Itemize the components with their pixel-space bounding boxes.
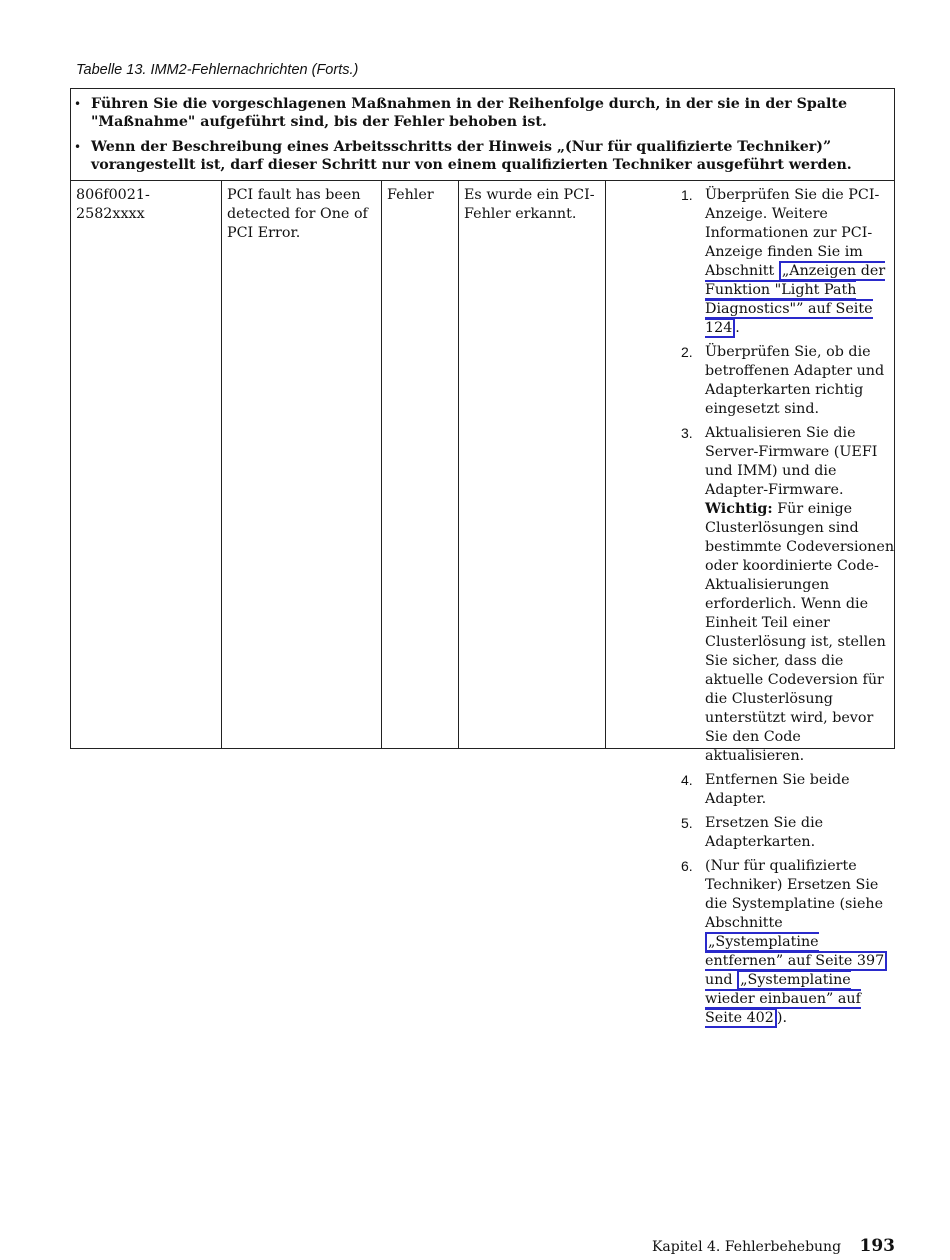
page-number: 193 [859, 1236, 895, 1256]
action-step [675, 814, 893, 852]
step-and: und [705, 972, 733, 988]
action-steps [675, 186, 895, 1033]
step-number: 6. [681, 858, 693, 874]
description-text: Es wurde ein PCI-Fehler erkannt. [464, 187, 595, 222]
step-number: 3. [681, 425, 693, 441]
action-step [675, 857, 893, 1028]
step-end: . [735, 320, 740, 336]
step-number: 4. [681, 772, 693, 788]
action-step [675, 343, 893, 419]
systemplatine-entfernen-link[interactable]: „Systemplatine entfernen” auf Seite 397 [705, 932, 887, 971]
step-number: 2. [681, 344, 693, 360]
note-text: Wenn der Beschreibung eines Arbeitsschritts der Hinweis „(Nur für qualifizierte Techniker)” vorangestellt ist, darf dieser Schritt nur von einem qualifizierten Techniker ausgeführt werden. [91, 139, 852, 173]
step-number: 1. [681, 187, 693, 203]
event-id: 806f0021-2582xxxx [76, 187, 150, 222]
cell-severity [382, 181, 459, 748]
table-notes [71, 89, 894, 181]
step-text: Aktualisieren Sie die Server-Firmware (UEFI und IMM) und die Adapter-Firmware. [705, 425, 878, 498]
cell-message [222, 181, 382, 748]
systemplatine-einbauen-link[interactable]: „Systemplatine wieder einbauen” auf Seite 402 [705, 972, 861, 1026]
step-text: Entfernen Sie beide Adapter. [705, 772, 850, 807]
step-end: ). [776, 1010, 787, 1026]
bullet-icon: • [74, 97, 82, 111]
note-text: Führen Sie die vorgeschlagenen Maßnahmen in der Reihenfolge durch, in der sie in der Spalte "Maßnahme" aufgeführt sind, bis der Fehler behoben ist. [91, 96, 848, 130]
light-path-link[interactable]: „Anzeigen der Funktion "Light Path Diagnostics"” auf Seite 124 [705, 263, 886, 336]
important-text: Für einige Clusterlösungen sind bestimmte Codeversionen oder koordinierte Code-Aktualisierungen erforderlich. Wenn die Einheit Teil einer Clusterlösung ist, stellen Sie sicher, dass die aktuelle Codeversion für die Clusterlösung unterstützt wird, bevor Sie den Code aktualisieren. [705, 501, 895, 764]
step-text: Überprüfen Sie, ob die betroffenen Adapter und Adapterkarten richtig eingesetzt sind. [705, 344, 885, 417]
cell-event-id [71, 181, 222, 748]
table-caption: Tabelle 13. IMM2-Fehlernachrichten (Forts.) [76, 62, 359, 78]
note-item [74, 138, 889, 174]
step-text: Überprüfen Sie die PCI-Anzeige. Weitere Informationen zur PCI-Anzeige finden Sie im Abschnitt [705, 187, 880, 279]
note-item [74, 95, 889, 131]
step-text: Ersetzen Sie die Adapterkarten. [705, 815, 824, 850]
action-step [675, 424, 895, 766]
action-step [675, 186, 893, 338]
page-footer [652, 1236, 895, 1256]
bullet-icon: • [74, 140, 82, 154]
action-step [675, 771, 893, 809]
step-text: (Nur für qualifizierte Techniker) Ersetzen Sie die Systemplatine (siehe Abschnitte [705, 858, 884, 931]
important-label: Wichtig: [705, 501, 773, 517]
step-number: 5. [681, 815, 693, 831]
severity-text: Fehler [387, 187, 434, 203]
message-text: PCI fault has been detected for One of PCI Error. [227, 187, 368, 241]
cell-description [459, 181, 606, 748]
chapter-title: Kapitel 4. Fehlerbehebung [651, 1239, 842, 1255]
